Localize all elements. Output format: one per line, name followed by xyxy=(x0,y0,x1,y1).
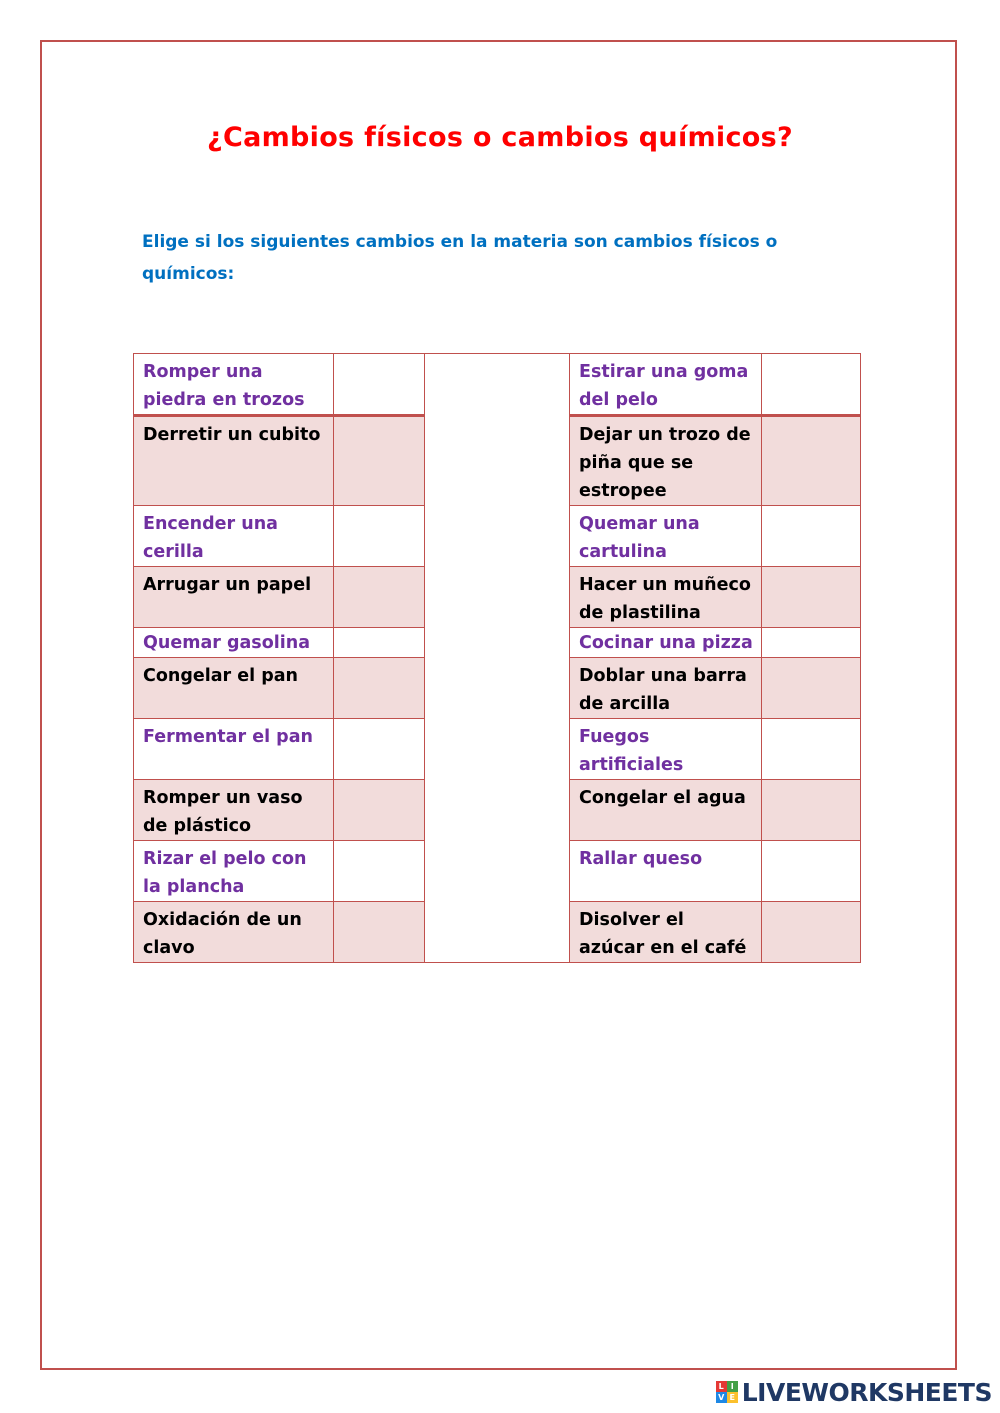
right-answer-box[interactable] xyxy=(762,658,861,719)
right-answer-box[interactable] xyxy=(762,506,861,567)
worksheet-table xyxy=(133,353,861,963)
right-answer-box[interactable] xyxy=(762,416,861,506)
right-item-label: Dejar un trozo de piña que se estropee xyxy=(570,416,762,506)
right-item-label: Disolver el azúcar en el café xyxy=(570,902,762,963)
left-item-label: Congelar el pan xyxy=(134,658,334,719)
left-answer-box[interactable] xyxy=(334,658,425,719)
logo-tile-e: E xyxy=(727,1392,738,1403)
right-answer-box[interactable] xyxy=(762,567,861,628)
right-answer-box[interactable] xyxy=(762,902,861,963)
liveworksheets-logo[interactable] xyxy=(716,1377,992,1407)
left-answer-box[interactable] xyxy=(334,841,425,902)
right-answer-box[interactable] xyxy=(762,841,861,902)
right-answer-box[interactable] xyxy=(762,354,861,416)
right-item-label: Rallar queso xyxy=(570,841,762,902)
left-answer-box[interactable] xyxy=(334,719,425,780)
left-item-label: Rizar el pelo con la plancha xyxy=(134,841,334,902)
right-item-label: Estirar una goma del pelo xyxy=(570,354,762,416)
right-answer-box[interactable] xyxy=(762,719,861,780)
left-item-label: Quemar gasolina xyxy=(134,628,334,658)
instructions-text: Elige si los siguientes cambios en la materia son cambios físicos o químicos: xyxy=(142,232,778,284)
left-answer-box[interactable] xyxy=(334,354,425,416)
right-item-label: Cocinar una pizza xyxy=(570,628,762,658)
left-answer-box[interactable] xyxy=(334,902,425,963)
column-gap xyxy=(425,354,570,963)
left-item-label: Derretir un cubito xyxy=(134,416,334,506)
left-answer-box[interactable] xyxy=(334,506,425,567)
logo-tile-v: V xyxy=(716,1392,727,1403)
left-item-label: Arrugar un papel xyxy=(134,567,334,628)
left-answer-box[interactable] xyxy=(334,628,425,658)
table-row xyxy=(134,354,861,416)
right-item-label: Congelar el agua xyxy=(570,780,762,841)
right-answer-box[interactable] xyxy=(762,780,861,841)
left-item-label: Oxidación de un clavo xyxy=(134,902,334,963)
liveworksheets-logo-text: LIVEWORKSHEETS xyxy=(741,1377,992,1407)
right-item-label: Quemar una cartulina xyxy=(570,506,762,567)
left-answer-box[interactable] xyxy=(334,416,425,506)
logo-tile-i: I xyxy=(727,1381,738,1392)
liveworksheets-logo-icon xyxy=(716,1381,738,1403)
left-item-label: Romper un vaso de plástico xyxy=(134,780,334,841)
page-title: ¿Cambios físicos o cambios químicos? xyxy=(207,122,793,153)
right-answer-box[interactable] xyxy=(762,628,861,658)
right-item-label: Doblar una barra de arcilla xyxy=(570,658,762,719)
right-item-label: Hacer un muñeco de plastilina xyxy=(570,567,762,628)
left-item-label: Encender una cerilla xyxy=(134,506,334,567)
logo-tile-l: L xyxy=(716,1381,727,1392)
left-item-label: Romper una piedra en trozos xyxy=(134,354,334,416)
left-answer-box[interactable] xyxy=(334,780,425,841)
left-item-label: Fermentar el pan xyxy=(134,719,334,780)
left-answer-box[interactable] xyxy=(334,567,425,628)
right-item-label: Fuegos artificiales xyxy=(570,719,762,780)
